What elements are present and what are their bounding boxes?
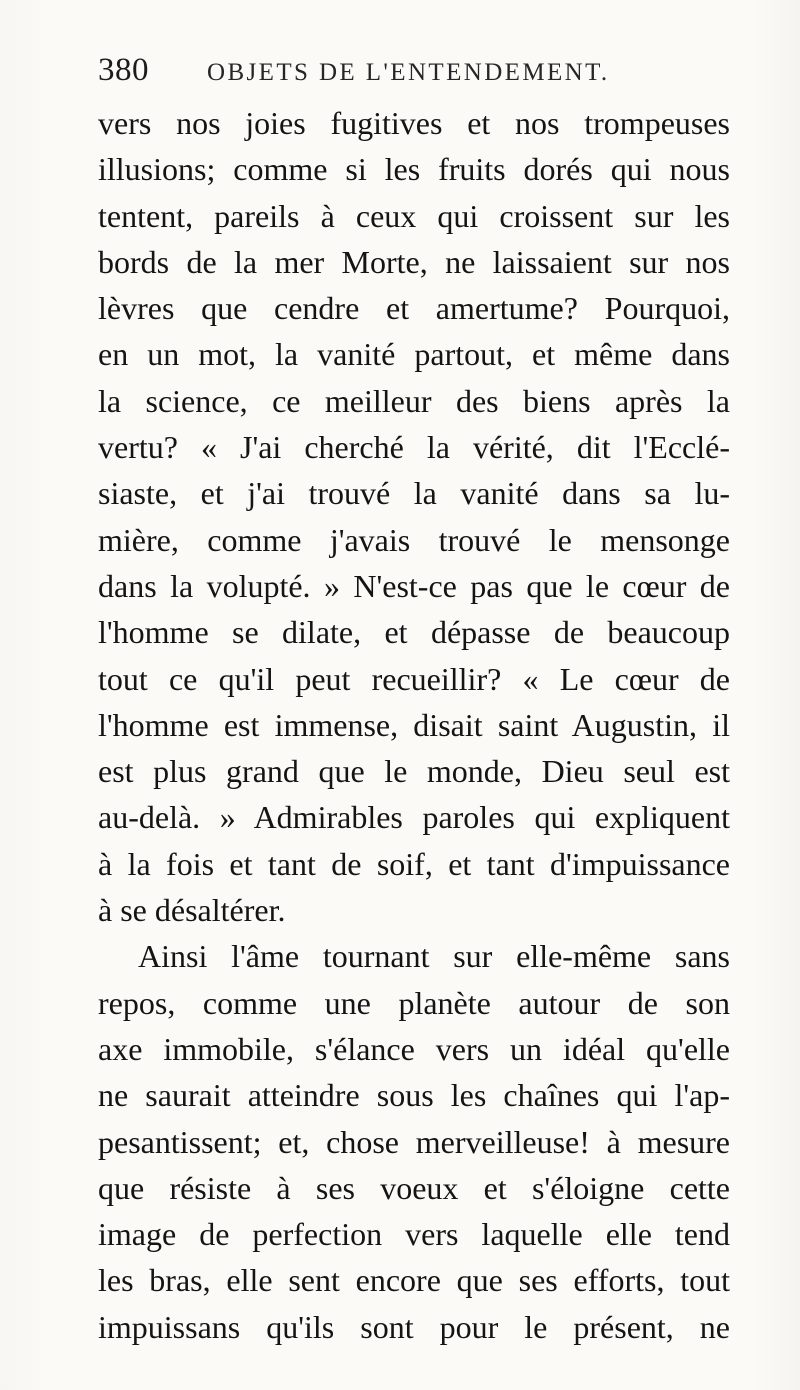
text-line: à la fois et tant de soif, et tant d'impuissance — [98, 845, 730, 882]
text-line: dans la volupté. » N'est-ce pas que le cœur de — [98, 567, 730, 604]
running-title: OBJETS DE L'ENTENDEMENT. — [207, 59, 610, 86]
text-line: siaste, et j'ai trouvé la vanité dans sa lu- — [98, 475, 730, 512]
text-line: vers nos joies fugitives et nos trompeuses — [98, 105, 730, 141]
text-line: la science, ce meilleur des biens après la — [98, 382, 730, 419]
paragraph-end-line: à se désaltérer. — [98, 892, 286, 929]
page-number: 380 — [98, 52, 149, 88]
text-line: pesantissent; et, chose merveilleuse! à mesure — [98, 1123, 730, 1160]
text-line: illusions; comme si les fruits dorés qui nous — [98, 151, 730, 188]
paragraph-first-line: Ainsi l'âme tournant sur elle-même sans — [138, 938, 730, 975]
text-line: repos, comme une planète autour de son — [98, 984, 730, 1021]
text-line: les bras, elle sent encore que ses efforts, tout — [98, 1262, 730, 1299]
text-line: mière, comme j'avais trouvé le mensonge — [98, 521, 730, 558]
text-line: que résiste à ses voeux et s'éloigne cette — [98, 1169, 730, 1206]
text-line: vertu? « J'ai cherché la vérité, dit l'Ecclé- — [98, 429, 730, 466]
text-line: au-delà. » Admirables paroles qui expliquent — [98, 799, 730, 836]
text-line: tout ce qu'il peut recueillir? « Le cœur de — [98, 660, 730, 697]
text-line: axe immobile, s'élance vers un idéal qu'elle — [98, 1030, 730, 1067]
text-line: l'homme est immense, disait saint Augustin, il — [98, 706, 730, 743]
running-head — [98, 52, 718, 92]
text-line: bords de la mer Morte, ne laissaient sur nos — [98, 243, 730, 280]
text-line: image de perfection vers laquelle elle tend — [98, 1216, 730, 1253]
text-line: ne saurait atteindre sous les chaînes qui l'ap- — [98, 1077, 730, 1114]
text-line: lèvres que cendre et amertume? Pourquoi, — [98, 290, 730, 327]
body-text — [98, 100, 730, 1350]
text-line: l'homme se dilate, et dépasse de beaucoup — [98, 614, 730, 651]
text-line: en un mot, la vanité partout, et même dans — [98, 336, 730, 373]
text-line: est plus grand que le monde, Dieu seul est — [98, 753, 730, 790]
text-line: impuissans qu'ils sont pour le présent, ne — [98, 1308, 730, 1345]
text-line: tentent, pareils à ceux qui croissent sur les — [98, 197, 730, 234]
